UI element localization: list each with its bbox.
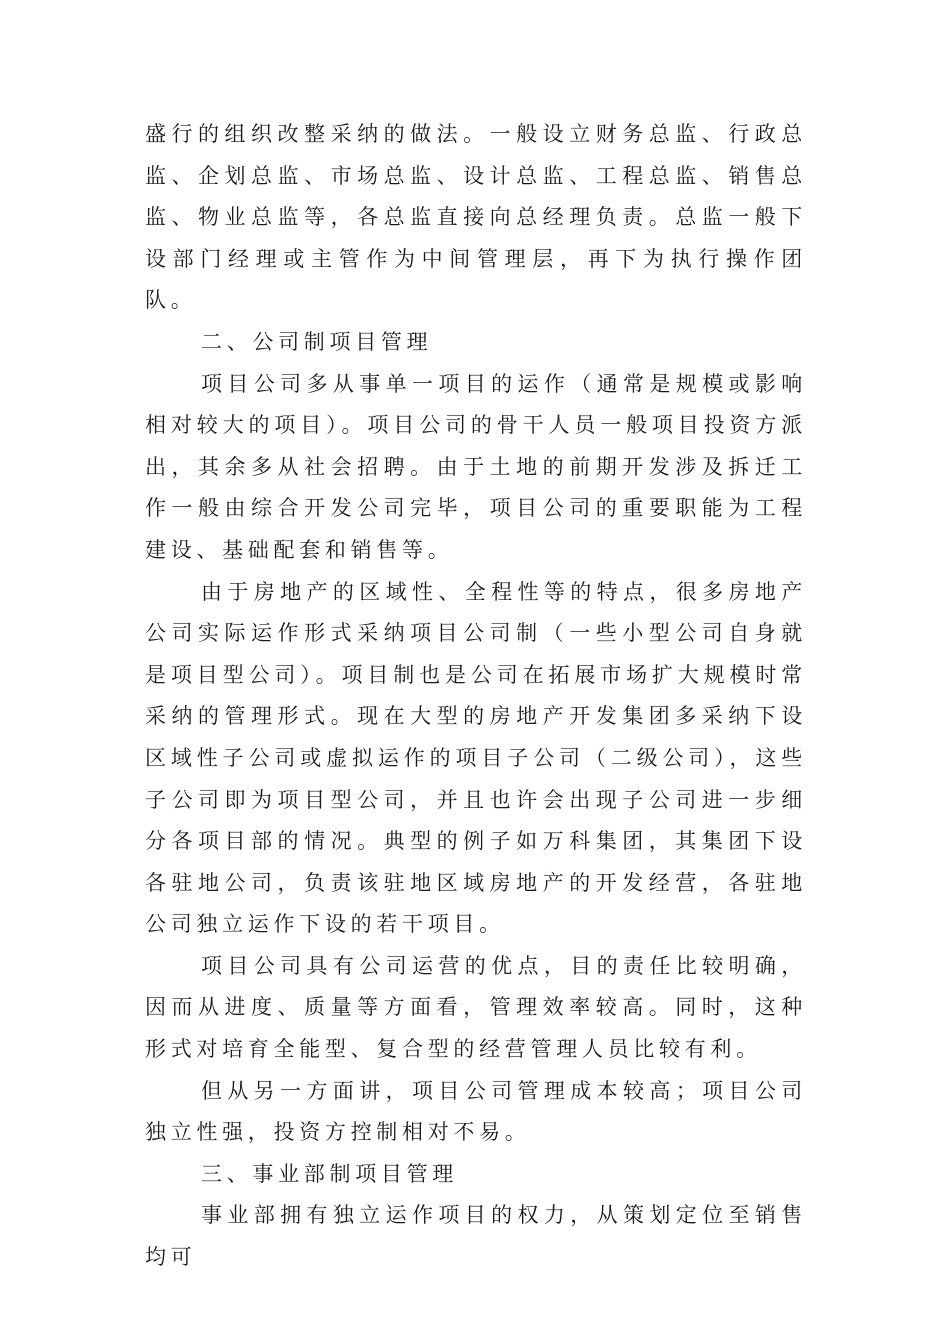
paragraph-advantages: 项目公司具有公司运营的优点，目的责任比较明确，因而从进度、质量等方面看，管理效率较高。同时，这种形式对培育全能型、复合型的经营管理人员比较有利。 <box>145 953 807 1062</box>
document-body <box>145 114 807 1279</box>
paragraph-regional-nature: 由于房地产的区域性、全程性等的特点，很多房地产公司实际运作形式采纳项目公司制（一些小型公司自身就是项目型公司）。项目制也是公司在拓展市场扩大规模时常采纳的管理形式。现在大型的房地产开发集团多采纳下设区域性子公司或虚拟运作的项目子公司（二级公司），这些子公司即为项目型公司，并且也许会出现子公司进一步细分各项目部的情况。典型的例子如万科集团，其集团下设各驻地公司，负责该驻地区域房地产的开发经营，各驻地公司独立运作下设的若干项目。 <box>145 579 807 937</box>
section-heading-company-system: 二、公司制项目管理 <box>201 329 433 354</box>
paragraph-project-company: 项目公司多从事单一项目的运作（通常是规模或影响相对较大的项目）。项目公司的骨干人员一般项目投资方派出，其余多从社会招聘。由于土地的前期开发涉及拆迁工作一般由综合开发公司完毕，项目公司的重要职能为工程建设、基础配套和销售等。 <box>145 371 807 562</box>
section-heading-division-system: 三、事业部制项目管理 <box>201 1161 458 1186</box>
paragraph-division-authority: 事业部拥有独立运作项目的权力，从策划定位至销售均可 <box>145 1203 807 1270</box>
paragraph-disadvantages: 但从另一方面讲，项目公司管理成本较高；项目公司独立性强，投资方控制相对不易。 <box>145 1078 807 1145</box>
paragraph-org-structure: 盛行的组织改整采纳的做法。一般设立财务总监、行政总监、企划总监、市场总监、设计总监、工程总监、销售总监、物业总监等，各总监直接向总经理负责。总监一般下设部门经理或主管作为中间管理层，再下为执行操作团队。 <box>145 122 807 313</box>
